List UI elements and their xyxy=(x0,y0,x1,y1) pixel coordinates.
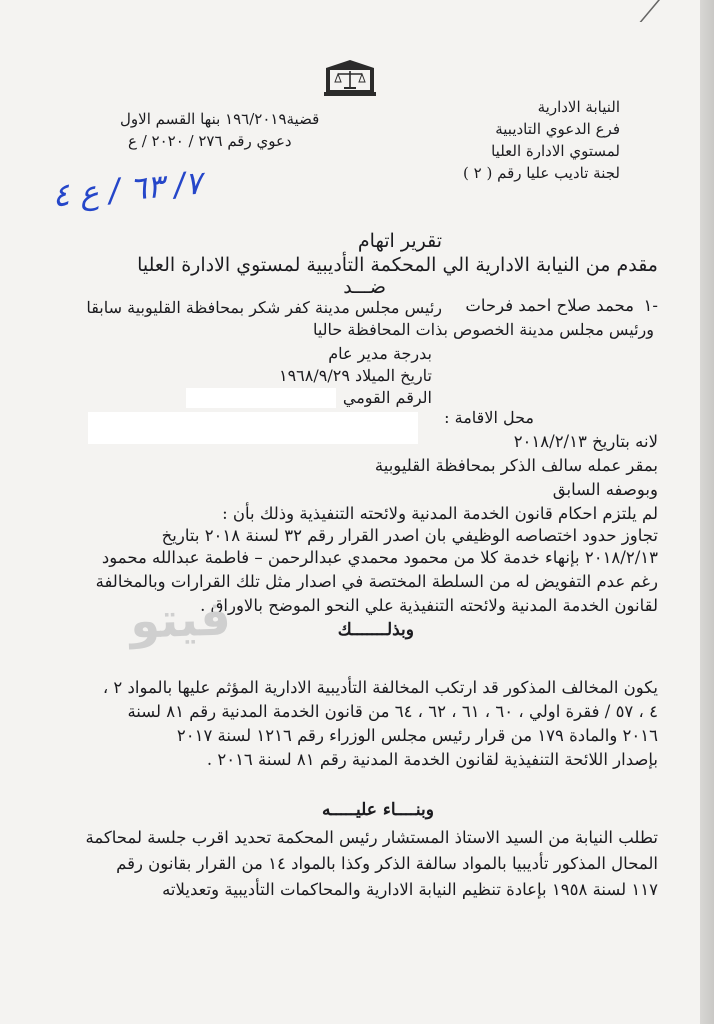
header-right-line-1: النيابة الادارية xyxy=(537,98,620,116)
charge-line-7: رغم عدم التفويض له من السلطة المختصة في اصدار مثل تلك القرارات وبالمخالفة xyxy=(95,572,658,591)
accused-role-1: رئيس مجلس مدينة كفر شكر بمحافظة القليوبية سابقا xyxy=(86,298,442,317)
case-number: قضية١٩٦/٢٠١٩ بنها القسم الاول xyxy=(120,110,320,128)
header-right-line-3: لمستوي الادارة العليا xyxy=(491,142,620,160)
request-line-3: ١١٧ لسنة ١٩٥٨ بإعادة تنظيم النيابة الادارية والمحاكمات التأديبية وتعديلاته xyxy=(162,880,658,899)
accused-name: محمد صلاح احمد فرحات xyxy=(465,296,634,315)
report-subtitle: مقدم من النيابة الادارية الي المحكمة التأديبية لمستوي الادارة العليا xyxy=(137,254,658,276)
against-label: ضـــد xyxy=(343,276,386,298)
accused-role-2: ورئيس مجلس مدينة الخصوص بذات المحافظة حاليا xyxy=(312,320,654,339)
accused-birth-date: تاريخ الميلاد ١٩٦٨/٩/٢٩ xyxy=(278,366,432,385)
handwritten-note: ٧/ ٦٣ / ع ٤ xyxy=(50,163,204,215)
prosecution-emblem-icon xyxy=(322,58,378,98)
charge-line-2: بمقر عمله سالف الذكر بمحافظة القليوبية xyxy=(374,456,658,475)
based-on-heading: وبنــــاء عليـــــه xyxy=(321,800,434,820)
charge-line-3: وبوصفه السابق xyxy=(552,480,658,499)
redacted-national-id xyxy=(186,388,336,408)
violation-line-1: يكون المخالف المذكور قد ارتكب المخالفة التأديبية الادارية المؤثم عليها بالمواد ٢ ، xyxy=(102,678,658,697)
accused-grade: بدرجة مدير عام xyxy=(328,344,432,363)
charge-line-5: تجاوز حدود اختصاصه الوظيفي بان اصدر القرار رقم ٣٢ لسنة ٢٠١٨ بتاريخ xyxy=(161,526,658,545)
violation-line-2: ٤ ، ٥٧ / فقرة اولي ، ٦٠ ، ٦١ ، ٦٢ ، ٦٤ من قانون الخدمة المدنية رقم ٨١ لسنة xyxy=(127,702,658,721)
national-id-label: الرقم القومي xyxy=(342,388,432,407)
page-edge xyxy=(700,0,714,1024)
charge-line-6: ٢٠١٨/٢/١٣ بإنهاء خدمة كلا من محمود محمدي عبدالرحمن – فاطمة عبدالله محمود xyxy=(101,548,658,567)
header-right-line-2: فرع الدعوي التاديبية xyxy=(495,120,620,138)
request-line-2: المحال المذكور تأديبيا بالمواد سالفة الذكر وكذا بالمواد ١٤ من القرار بقانون رقم xyxy=(116,854,658,873)
redacted-residence xyxy=(88,412,418,444)
report-title: تقرير اتهام xyxy=(357,230,442,252)
header-right-line-4: لجنة تاديب عليا رقم ( ٢ ) xyxy=(463,164,620,182)
violation-line-3: ٢٠١٦ والمادة ١٧٩ من قرار رئيس مجلس الوزراء رقم ١٢١٦ لسنة ٢٠١٧ xyxy=(176,726,658,745)
charge-line-4: لم يلتزم احكام قانون الخدمة المدنية ولائحته التنفيذية وذلك بأن : xyxy=(222,504,658,523)
request-line-1: تطلب النيابة من السيد الاستاذ المستشار رئيس المحكمة تحديد اقرب جلسة لمحاكمة xyxy=(85,828,658,847)
watermark-logo: فيتو xyxy=(129,590,232,650)
charge-line-8: لقانون الخدمة المدنية ولائحته التنفيذية علي النحو الموضح بالاوراق . xyxy=(200,596,658,615)
violation-line-4: بإصدار اللائحة التنفيذية لقانون الخدمة المدنية رقم ٨١ لسنة ٢٠١٦ . xyxy=(206,750,658,769)
lawsuit-number: دعوي رقم ٢٧٦ / ٢٠٢٠ / ع xyxy=(128,132,292,150)
charge-line-1: لانه بتاريخ ٢٠١٨/٢/١٣ xyxy=(513,432,658,451)
accused-number: ١- xyxy=(643,296,658,315)
and-thus-heading: وبذلـــــــك xyxy=(337,620,414,640)
residence-label: محل الاقامة : xyxy=(444,408,534,427)
